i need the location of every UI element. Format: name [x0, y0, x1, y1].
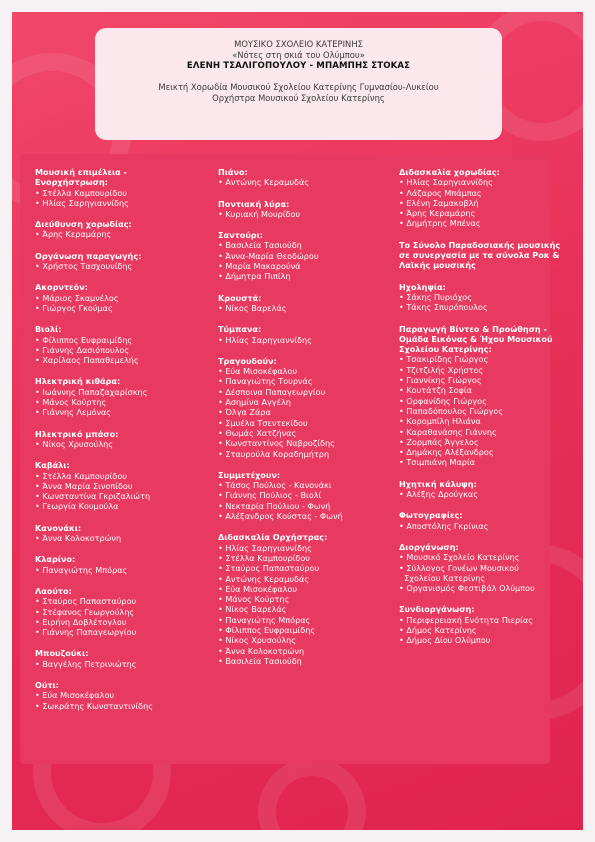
credit-name: • Δημάκης Αλέξανδρος: [399, 447, 569, 457]
credit-name: • Τάκης Σπυρόπουλος: [399, 302, 569, 312]
credit-name: • Ιωάννης Παπαζαχαρίσκης: [35, 387, 200, 397]
credit-name: • Μάριος Σκαμνέλος: [35, 293, 200, 303]
credit-name: • Σμυέλα Τσεντεκίδου: [218, 418, 378, 428]
credit-section: [399, 510, 569, 531]
section-title: Κανονάκι:: [35, 522, 82, 533]
credit-section: [35, 523, 200, 544]
section-title: Ούτι:: [35, 679, 59, 690]
credits-column-left: [35, 167, 200, 722]
credit-name: • Ορφανίδης Γιώργος: [399, 396, 569, 406]
section-title: Κρουστά:: [218, 292, 262, 303]
credit-name: • Λάζαρος Μπάμπας: [399, 188, 569, 198]
credit-name: • Ηλίας Σαρηγιαννίδης: [399, 177, 569, 187]
credit-section: [218, 199, 378, 220]
section-title: Διεύθυνση χορωδίας:: [35, 219, 132, 230]
section-title: Ηλεκτρική κιθάρα:: [35, 376, 121, 387]
credit-name: • Βασιλεία Τασιούδη: [218, 656, 378, 666]
section-title: Το Σύνολο Παραδοσιακής μουσικής σε συνεργασία με τα σύνολα Ροκ & Λαϊκής μουσικής: [399, 239, 561, 271]
featured-artists: ΕΛΕΝΗ ΤΣΑΛΙΓΟΠΟΥΛΟΥ - ΜΠΑΜΠΗΣ ΣΤΟΚΑΣ: [186, 61, 411, 71]
credit-section: [35, 648, 200, 669]
credit-name: • Άννα Μαρία Σινοπίδου: [35, 481, 200, 491]
credit-name: • Τζιτζιλής Χρήστος: [399, 365, 569, 375]
credit-name: • Παναγιώτης Μπόρας: [35, 565, 200, 575]
credit-section: [35, 219, 200, 240]
section-title: Πιάνο:: [218, 167, 248, 177]
credit-section: [35, 554, 200, 575]
credit-name: • Στέφανος Γεωργούλης: [35, 607, 200, 617]
credit-section: [35, 460, 200, 511]
credit-name: • Παπαδόπουλος Γιώργος: [399, 406, 569, 416]
header-card: [95, 28, 502, 140]
credit-section: [218, 532, 378, 666]
credit-name: • Άρης Κεραμάρης: [35, 229, 200, 239]
credit-name: • Εύα Μισοκέφαλου: [218, 366, 378, 376]
credit-name: • Τσακιρίδης Γιώργος: [399, 354, 569, 364]
credit-name: • Νίκος Χρυσούλης: [35, 439, 200, 449]
credit-section: [399, 282, 569, 313]
section-title: Φωτογραφίες:: [399, 510, 463, 521]
credit-section: [399, 167, 569, 229]
credit-name: • Αντώνης Κεραμυδάς: [218, 177, 378, 187]
credit-section: [399, 479, 569, 500]
credit-section: [399, 542, 569, 593]
credit-section: [35, 251, 200, 272]
credit-name: • Κυριακή Μουρίδου: [218, 209, 378, 219]
credit-name: • Εύα Μισοκέφαλου: [35, 690, 200, 700]
credit-section: [35, 429, 200, 450]
section-title: Συμμετέχουν:: [218, 469, 281, 480]
credit-section: [218, 324, 378, 345]
credit-name: • Σύλλογος Γονέων Μουσικού: [399, 563, 569, 573]
school-name: ΜΟΥΣΙΚΟ ΣΧΟΛΕΙΟ ΚΑΤΕΡΙΝΗΣ: [234, 39, 363, 49]
credit-name: • Βασιλεία Τασιούδη: [218, 240, 378, 250]
section-title: Διοργάνωση:: [399, 541, 459, 552]
credits-column-middle: [218, 167, 378, 677]
section-title: Ηχοληψία:: [399, 281, 446, 292]
credit-section: [399, 604, 569, 645]
credit-name: • Χαρίλαος Παπαθεμελής: [35, 355, 200, 365]
section-title: Διδασκαλία χορωδίας:: [399, 167, 500, 177]
credit-name: • Μάνος Κούρτης: [35, 397, 200, 407]
orchestra-line: Ορχήστρα Μουσικού Σχολείου Κατερίνης: [212, 93, 385, 103]
credit-name: • Αλέξης Δρούγκας: [399, 489, 569, 499]
credit-name: • Γιάννης Λεμόνας: [35, 407, 200, 417]
credit-name: • Παναγιώτης Μπόρας: [218, 615, 378, 625]
credit-name: • Κουτάτζη Σοφία: [399, 385, 569, 395]
credit-name: • Μουσικό Σχολείο Κατερίνης: [399, 552, 569, 562]
section-title: Καβάλι:: [35, 460, 70, 471]
credit-name: • Δήμος Δίου Ολύμπου: [399, 635, 569, 645]
credit-name: • Σταύρος Παπασταύρου: [218, 563, 378, 573]
credit-name: • Νεκταρία Πούλιου - Φωνή: [218, 501, 378, 511]
concert-subtitle: «Νότες στη σκιά του Ολύμπου»: [232, 50, 365, 60]
credit-name: • Στέλλα Καμπουρίδου: [35, 188, 200, 198]
credit-section: [35, 324, 200, 365]
credit-name: • Μάνος Κούρτης: [218, 594, 378, 604]
credit-name: • Άννα Κολοκοτρώνη: [218, 646, 378, 656]
credit-name: • Δέσποινα Παπαγεωργίου: [218, 387, 378, 397]
choir-line: Μεικτή Χορωδία Μουσικού Σχολείου Κατερίνης Γυμνασίου-Λυκείου: [158, 82, 439, 92]
credit-name: • Καραθανάσης Γιάννης: [399, 427, 569, 437]
section-title: Διδασκαλία Ορχήστρας:: [218, 532, 328, 543]
credit-name: • Στέλλα Καμπουρίδου: [35, 471, 200, 481]
credit-name: • Άρης Κεραμάρης: [399, 208, 569, 218]
credit-section: [35, 586, 200, 637]
credit-section: [399, 324, 569, 468]
credit-name: • Φίλιππος Ευφραιμίδης: [35, 335, 200, 345]
credit-section: [35, 376, 200, 417]
credit-name: • Αλέξανδρος Κούστας - Φωνή: [218, 511, 378, 521]
credit-name: • Κωνσταντίνος Ναβροζίδης: [218, 438, 378, 448]
section-title: Βιολί:: [35, 324, 62, 335]
credit-name: • Οργανισμός Φεστιβάλ Ολύμπου: [399, 583, 569, 593]
section-title: Οργάνωση παραγωγής:: [35, 250, 142, 261]
credit-section: [218, 230, 378, 281]
credit-name: • Τσιμπιάνη Μαρία: [399, 457, 569, 467]
credits-column-right: [399, 167, 569, 657]
credit-name: • Ελένη Σαμακοβλή: [399, 198, 569, 208]
credit-name: • Ασημίνα Αγγέλη: [218, 397, 378, 407]
section-title: Κλαρίνο:: [35, 554, 76, 565]
credit-name: • Γιάννης Παπαγεωργίου: [35, 627, 200, 637]
credit-section: [218, 470, 378, 521]
credit-name: • Δήμος Κατερίνης: [399, 625, 569, 635]
credit-section: [35, 167, 200, 208]
credit-name: • Ηλίας Σαρηγιαννίδης: [218, 335, 378, 345]
credit-name: • Σταύρος Παπασταύρου: [35, 596, 200, 606]
credit-name: • Φίλιππος Ευφραιμίδης: [218, 625, 378, 635]
credit-name: • Χρήστος Τασχουνίδης: [35, 261, 200, 271]
section-title: Μουσική επιμέλεια - Ενορχήστρωση:: [35, 167, 127, 188]
section-title: Σαντούρι:: [218, 230, 263, 241]
credit-name: • Γιαννίκης Γιώργος: [399, 375, 569, 385]
section-title: Τύμπανα:: [218, 324, 262, 335]
section-title: Ηχητική κάλυψη:: [399, 478, 477, 489]
credit-name: • Περιφερειακή Ενότητα Πιερίας: [399, 615, 569, 625]
credit-section: [35, 680, 200, 711]
credit-name: • Σάκης Πυριόχος: [399, 292, 569, 302]
credit-name: • Άννα Κολοκοτρώνη: [35, 533, 200, 543]
credit-name: • Γεωργία Κουμούλα: [35, 501, 200, 511]
credit-name: • Τάσος Πούλιος - Κανονάκι: [218, 480, 378, 490]
credit-name: • Ηλίας Σαρηγιαννίδης: [218, 543, 378, 553]
credit-name: • Κορομπίλη Ηλιάνα: [399, 416, 569, 426]
credit-name: • Αποστόλης Γκρίνιας: [399, 521, 569, 531]
credit-name: • Ζορμπάς Άγγελος: [399, 437, 569, 447]
section-title: Λαούτο:: [35, 585, 72, 596]
section-title: Ακορντεόν:: [35, 282, 88, 293]
credit-name: • Δημήτρης Μπένας: [399, 218, 569, 228]
credit-name: Σχολείου Κατερίνης: [404, 572, 486, 583]
credit-name: • Γιώργος Γκούμας: [35, 303, 200, 313]
credit-name: • Βαγγέλης Πετρινιώτης: [35, 659, 200, 669]
credit-name: • Εύα Μισοκέφαλου: [218, 584, 378, 594]
credit-name: • Παναγιώτης Τουρνάς: [218, 376, 378, 386]
credit-name: • Γιάννης Πούλιος - Βιολί: [218, 490, 378, 500]
section-title: Συνδιοργάνωση:: [399, 604, 475, 615]
section-title: Τραγουδούν:: [218, 355, 277, 366]
credit-name: • Ειρήνη Δοβλέτογλου: [35, 617, 200, 627]
credit-name: • Δήμητρα Πιπίλη: [218, 271, 378, 281]
credit-name: • Κωνσταντίνα Γκριζαλιώτη: [35, 491, 200, 501]
credit-name: • Σταυρούλα Κοραδημήτρη: [218, 449, 378, 459]
credit-name: • Νίκος Βαρελάς: [218, 303, 378, 313]
credit-name: • Ηλίας Σαρηγιαννίδης: [35, 198, 200, 208]
section-title: Μπουζούκι:: [35, 648, 89, 659]
credit-section: [218, 356, 378, 459]
credit-section: [35, 282, 200, 313]
section-title: Ποντιακή λύρα:: [218, 198, 290, 209]
credit-name: • Άννα-Μαρία Θεοδώρου: [218, 251, 378, 261]
credit-section: [399, 240, 569, 271]
section-title: Ηλεκτρικό μπάσο:: [35, 428, 119, 439]
credit-name: • Σωκράτης Κωνσταντινίδης: [35, 701, 200, 711]
credit-name: • Μαρία Μακαρούνά: [218, 261, 378, 271]
credit-name: • Αντώνης Κεραμυδάς: [218, 574, 378, 584]
credit-name: • Νίκος Βαρελάς: [218, 604, 378, 614]
credit-name: • Θωμάς Χατζήνας: [218, 428, 378, 438]
credit-name: • Όλγα Ζάρα: [218, 407, 378, 417]
credit-section: [218, 167, 378, 188]
section-title: Παραγωγή Βίντεο & Προώθηση - Ομάδα Εικόνας & Ήχου Μουσικού Σχολείου Κατερίνης:: [399, 323, 553, 355]
credit-name: • Στέλλα Καμπουρίδου: [218, 553, 378, 563]
credit-section: [218, 293, 378, 314]
credit-name: • Γιάννης Δασιόπουλος: [35, 345, 200, 355]
credit-name: • Νίκος Χρυσούλης: [218, 635, 378, 645]
